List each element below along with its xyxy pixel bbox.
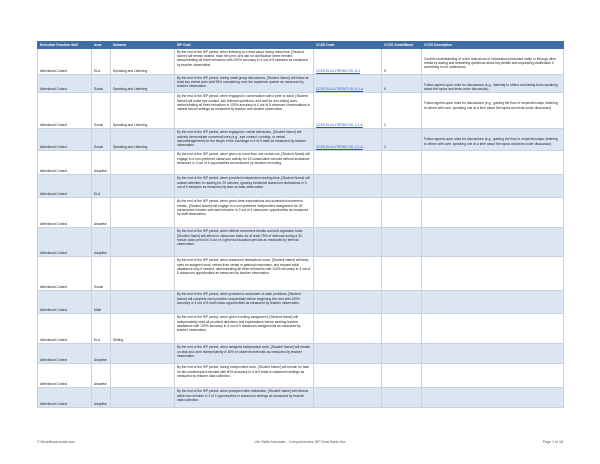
table-row (38, 291, 564, 314)
table-row (38, 364, 564, 388)
table-body (38, 49, 564, 408)
cell-ccss-grade (382, 198, 422, 228)
ccss-code-link[interactable]: CCSS.ELA-LITERACY.SL.K.2 (316, 68, 360, 73)
cell-skill: Attentional Control (38, 344, 92, 364)
table-row (38, 151, 564, 175)
cell-iep-goal: By the end of the IEP period, when given a writing assignment, [Student Name] will independently read all provided directions and explanations before seeking teacher assistance with 100% accuracy in 4 out of 5 classroom assignments as measured by teacher observation. (175, 314, 314, 344)
cell-iep-goal: By the end of the IEP period, when engaged in verbal interaction, [Student Name] will actively demonstrate nonverbal cues (e.g., eye contact, nodding, or verbal acknowledgement) for the length of the exchange in 4 of 5 trials as measured by teacher observation. (175, 129, 314, 151)
cell-ccss-description (422, 175, 564, 198)
cell-ccss-code (314, 175, 382, 198)
cell-area: Adaptive (92, 198, 111, 228)
cell-subarea (111, 291, 175, 314)
cell-subarea (111, 257, 175, 291)
cell-ccss-code (314, 388, 382, 408)
table-row (38, 93, 564, 129)
cell-area: ELA (92, 314, 111, 344)
cell-ccss-grade (382, 257, 422, 291)
cell-subarea (111, 151, 175, 175)
cell-ccss-description (422, 291, 564, 314)
cell-skill: Attentional Control (38, 151, 92, 175)
cell-ccss-grade: 2 (382, 93, 422, 129)
cell-ccss-grade (382, 291, 422, 314)
cell-ccss-code (314, 291, 382, 314)
cell-subarea: Speaking and Listening (111, 93, 175, 129)
cell-iep-goal: By the end of the IEP period, when given no more than one verbal cue, [Student Name] will engage in a non-preferred classroom activity for 15 consecutive minutes without avoidance behaviors in 3 out of 4 opportunities as measured by duration recording. (175, 151, 314, 175)
cell-ccss-code (314, 364, 382, 388)
cell-ccss-grade: K (382, 75, 422, 93)
table-row (38, 75, 564, 93)
cell-ccss-grade (382, 364, 422, 388)
cell-ccss-description (422, 257, 564, 291)
cell-ccss-grade: K (382, 49, 422, 75)
cell-ccss-code (314, 49, 382, 75)
cell-iep-goal: By the end of the IEP period, when prompted after distraction, [Student Name] will refocus within two minutes in 3 of 4 opportunities in classroom settings as measured by teacher data collection. (175, 388, 314, 408)
cell-area: ELA (92, 49, 111, 75)
header-ccss-grade: CCSS Grade/Band (382, 42, 422, 49)
cell-iep-goal: By the end of the IEP period, when provided a worksheet of math problems, [Student Name] will complete each problem sequentially before beginning the next with 100% accuracy in 4 out of 5 math class opportunities as measured by teacher observation. (175, 291, 314, 314)
cell-ccss-code (314, 257, 382, 291)
cell-ccss-code (314, 93, 382, 129)
cell-iep-goal: By the end of the IEP period, when classroom distractions occur, [Student Name] will keep eyes on assigned work, refrain from verbal or gestural responses, and request adult assistance only if needed, demonstrating all three behaviors with 100% accuracy in 4 out of 5 classroom opportunities as measured by teacher observation. (175, 257, 314, 291)
cell-ccss-description (422, 364, 564, 388)
cell-ccss-description: Follow agreed-upon rules for discussions (e.g., gaining the floor in respectful ways, listening to others with care, speaking one at a time about the topics and texts under discussion). (422, 93, 564, 129)
footer-page-number: Page 1 of 18 (542, 440, 563, 444)
footer-copyright: © lifeskillsadvocate.com (37, 440, 76, 444)
ccss-code-link[interactable]: CCSS.ELA-LITERACY.SL.2.1.A (316, 123, 363, 128)
cell-subarea (111, 228, 175, 257)
cell-iep-goal: By the end of the IEP period, when provided independent reading time, [Student Name] will sustain attention to reading for 20 minutes, ignoring incidental classroom distractions in 5 out of 5 sessions as measured by time-on-task observation. (175, 175, 314, 198)
cell-area: Adaptive (92, 388, 111, 408)
cell-area: Adaptive (92, 344, 111, 364)
footer-document-title: Life Skills Advocate - Comprehensive IEP Goal Bank.xlsx (254, 440, 346, 444)
cell-skill: Attentional Control (38, 314, 92, 344)
cell-ccss-grade (382, 388, 422, 408)
cell-ccss-description: Follow agreed-upon rules for discussions (e.g., listening to others and taking turns speaking about the topics and texts under discussion). (422, 75, 564, 93)
table-row (38, 198, 564, 228)
cell-subarea (111, 198, 175, 228)
header-row (38, 42, 564, 49)
cell-skill: Attentional Control (38, 75, 92, 93)
cell-ccss-description (422, 151, 564, 175)
ccss-code-link[interactable]: CCSS.ELA-LITERACY.SL.K.1.A (316, 87, 364, 92)
cell-iep-goal: By the end of the IEP period, when listening to a read-aloud during class time, [Student Name] will remain seated, track the print, and ask for clarification when needed, demonstrating all three behaviors with 100% accuracy in 4 out of 5 sessions as measured by teacher observation. (175, 49, 314, 75)
table-row (38, 129, 564, 151)
table-row (38, 388, 564, 408)
cell-area: Social (92, 93, 111, 129)
cell-area: Adaptive (92, 228, 111, 257)
cell-ccss-grade (382, 314, 422, 344)
cell-ccss-grade (382, 175, 422, 198)
cell-ccss-description (422, 388, 564, 408)
cell-skill: Attentional Control (38, 49, 92, 75)
cell-subarea (111, 344, 175, 364)
cell-ccss-grade: 2 (382, 129, 422, 151)
cell-subarea: Writing (111, 314, 175, 344)
cell-ccss-grade (382, 228, 422, 257)
header-ccss-code: CCSS Code (314, 42, 382, 49)
cell-ccss-code (314, 228, 382, 257)
cell-ccss-grade (382, 344, 422, 364)
cell-subarea: Speaking and Listening (111, 49, 175, 75)
cell-ccss-description (422, 314, 564, 344)
cell-ccss-code (314, 198, 382, 228)
table-row (38, 49, 564, 75)
cell-skill: Attentional Control (38, 257, 92, 291)
cell-ccss-description (422, 344, 564, 364)
header-subarea: Subarea (111, 42, 175, 49)
cell-area: Math (92, 291, 111, 314)
cell-ccss-code (314, 75, 382, 93)
ccss-code-link[interactable]: CCSS.ELA-LITERACY.SL.2.1.A (316, 145, 363, 150)
cell-ccss-code (314, 151, 382, 175)
table-row (38, 228, 564, 257)
cell-ccss-description: Follow agreed-upon rules for discussions (e.g., gaining the floor in respectful ways, listening to others with care, speaking one at a time about the topics and texts under discussion). (422, 129, 564, 151)
header-skill: Executive Function Skill (38, 42, 92, 49)
cell-skill: Attentional Control (38, 364, 92, 388)
cell-skill: Attentional Control (38, 175, 92, 198)
cell-ccss-description (422, 198, 564, 228)
iep-goal-table (37, 41, 564, 408)
table-row (38, 257, 564, 291)
cell-skill: Attentional Control (38, 129, 92, 151)
cell-subarea (111, 364, 175, 388)
cell-area: Social (92, 75, 111, 93)
cell-ccss-code (314, 344, 382, 364)
cell-iep-goal: By the end of the IEP period, when offered movement breaks and self-regulation tools, [Student Name] will attend to classroom tasks for at least 75% of intervals during a 30-minute class period in 3 out of 4 general education periods as measured by interval observation. (175, 228, 314, 257)
cell-skill: Attentional Control (38, 198, 92, 228)
table-header (38, 42, 564, 49)
cell-ccss-description: Confirm understanding of a text read aloud or information presented orally or through other media by asking and answering questions about key details and requesting clarification if something is not understood. (422, 49, 564, 75)
cell-subarea (111, 388, 175, 408)
cell-ccss-grade (382, 151, 422, 175)
cell-skill: Attentional Control (38, 93, 92, 129)
cell-ccss-description (422, 228, 564, 257)
cell-iep-goal: By the end of the IEP period, when engaged in conversation with a peer or adult, [Student Name] will make eye contact, ask relevant questions, and wait for turn-taking cues, demonstrating all three behaviors in 100% accuracy in 4 out of 5 observed conversations in natural school settings as measured by teacher and student observation. (175, 93, 314, 129)
cell-skill: Attentional Control (38, 388, 92, 408)
cell-subarea: Speaking and Listening (111, 129, 175, 151)
cell-ccss-code (314, 129, 382, 151)
table-row (38, 314, 564, 344)
cell-skill: Attentional Control (38, 228, 92, 257)
cell-iep-goal: By the end of the IEP period, during independent work, [Student Name] will remain on task for ten uninterrupted minutes with 80% accuracy in 4 of 5 trials in classroom settings as measured by teacher data collection. (175, 364, 314, 388)
cell-area: Adaptive (92, 364, 111, 388)
page-footer (37, 440, 563, 446)
cell-area: Adaptive (92, 151, 111, 175)
header-iep-goal: IEP Goal (175, 42, 314, 49)
cell-ccss-code (314, 314, 382, 344)
table-row (38, 344, 564, 364)
cell-area: Social (92, 129, 111, 151)
header-area: Area (92, 42, 111, 49)
cell-iep-goal: By the end of the IEP period, during small group discussions, [Student Name] will follow at least two verbal cues with 95% consistency over the academic quarter as measured by teacher observation. (175, 75, 314, 93)
cell-iep-goal: By the end of the IEP period, when assigned independent work, [Student Name] will remain on task and work independently in 80% of observed intervals as measured by teacher observation. (175, 344, 314, 364)
cell-area: Social (92, 257, 111, 291)
cell-skill: Attentional Control (38, 291, 92, 314)
cell-area: ELA (92, 175, 111, 198)
header-ccss-description: CCSS Description (422, 42, 564, 49)
cell-subarea (111, 175, 175, 198)
cell-subarea: Speaking and Listening (111, 75, 175, 93)
table-row (38, 175, 564, 198)
cell-iep-goal: By the end of the IEP period, when given clear expectations and scheduled movement breaks, [Student Name] will engage in a non-preferred independent assignment for 20 consecutive minutes with task behavior in 3 out of 4 classroom opportunities as measured by staff observation. (175, 198, 314, 228)
